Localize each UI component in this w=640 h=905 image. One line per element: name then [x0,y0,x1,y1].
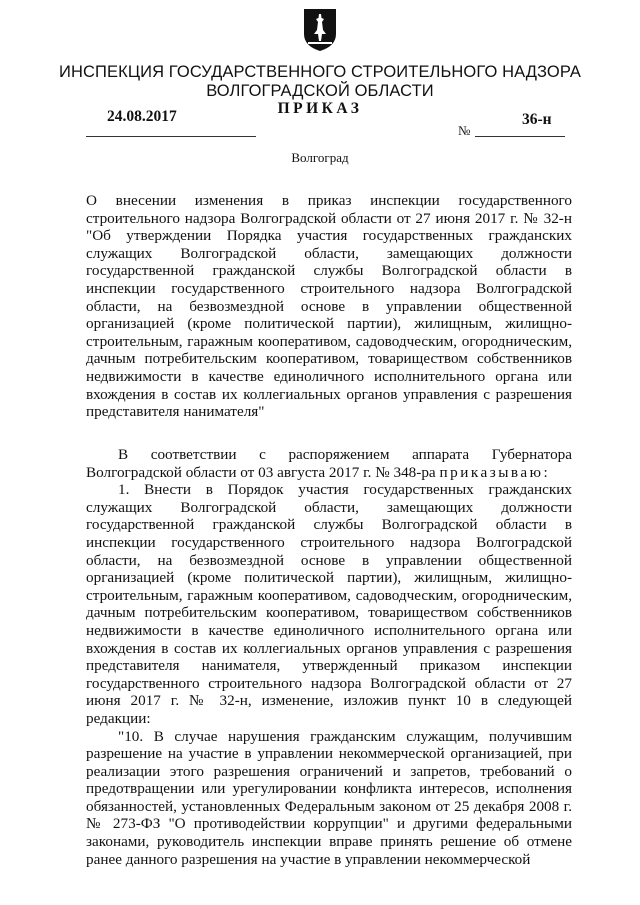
order-subject: О внесении изменения в приказ инспекции государственного строительного надзора Волгоградской области от 27 июня 2017 г. № 32-н "Об утверждении Порядка участия государственных гражданских служащих Волгоградской области, замещающих должности государственной гражданской службы Волгоградской области в инспекции государственного строительного надзора Волгоградской области, на безвозмездной основе в управлении общественной организацией (кроме политической партии), жилищным, жилищно-строительным, гаражным кооперативом, садоводческим, огородническим, дачным потребительским кооперативом, товариществом собственников недвижимости в качестве единоличного исполнительного органа или вхождения в состав их коллегиальных органов управления с разрешения представителя нанимателя" [86,192,572,421]
order-keyword: приказываю: [439,463,551,481]
date-underline [86,136,256,137]
item-1-paragraph: 1. Внести в Порядок участия государственных гражданских служащих Волгоградской области, замещающих должности государственной гражданской службы Волгоградской области в инспекции государственного строительного надзора Волгоградской области, на безвозмездной основе в управлении общественной организацией (кроме политической партии), жилищным, жилищно-строительным, гаражным кооперативом, садоводческим, огородническим, дачным потребительским кооперативом, товариществом собственников недвижимости в качестве единоличного исполнительного органа или вхождения в состав их коллегиальных органов управления с разрешения представителя нанимателя, утвержденный приказом инспекции государственного строительного надзора Волгоградской области от 27 июня 2017 г. № 32-н, изменение, изложив пункт 10 в следующей редакции: [86,481,572,727]
number-sign: № [458,123,471,138]
preamble-text: В соответствии с распоряжением аппарата Губернатора Волгоградской области от 03 августа 2017 г. № 348-ра [86,446,572,481]
order-date: 24.08.2017 [107,108,177,125]
organization-name-line2: ВОЛГОГРАДСКОЙ ОБЛАСТИ [206,82,434,100]
number-underline [475,136,565,137]
volgograd-coat-of-arms-icon [302,8,338,52]
preamble-paragraph [86,446,572,481]
order-title: ПРИКАЗ [277,100,363,117]
item-10-paragraph: "10. В случае нарушения гражданским служащим, получившим разрешение на участие в управлении некоммерческой организацией, при реализации этого разрешения ограничений и запретов, требований о предотвращении или урегулировании конфликта интересов, исполнения обязанностей, установленных Федеральным законом от 25 декабря 2008 г. № 273-ФЗ "О противодействии коррупции" и другими федеральными законами, руководитель инспекции вправе принять решение об отмене ранее данного разрешения на участие в управлении некоммерческой [86,727,572,868]
order-body [86,446,572,868]
order-number: 36-н [522,111,552,128]
city-name: Волгоград [291,150,349,165]
organization-name-line1: ИНСПЕКЦИЯ ГОСУДАРСТВЕННОГО СТРОИТЕЛЬНОГО НАДЗОРА [59,63,581,81]
